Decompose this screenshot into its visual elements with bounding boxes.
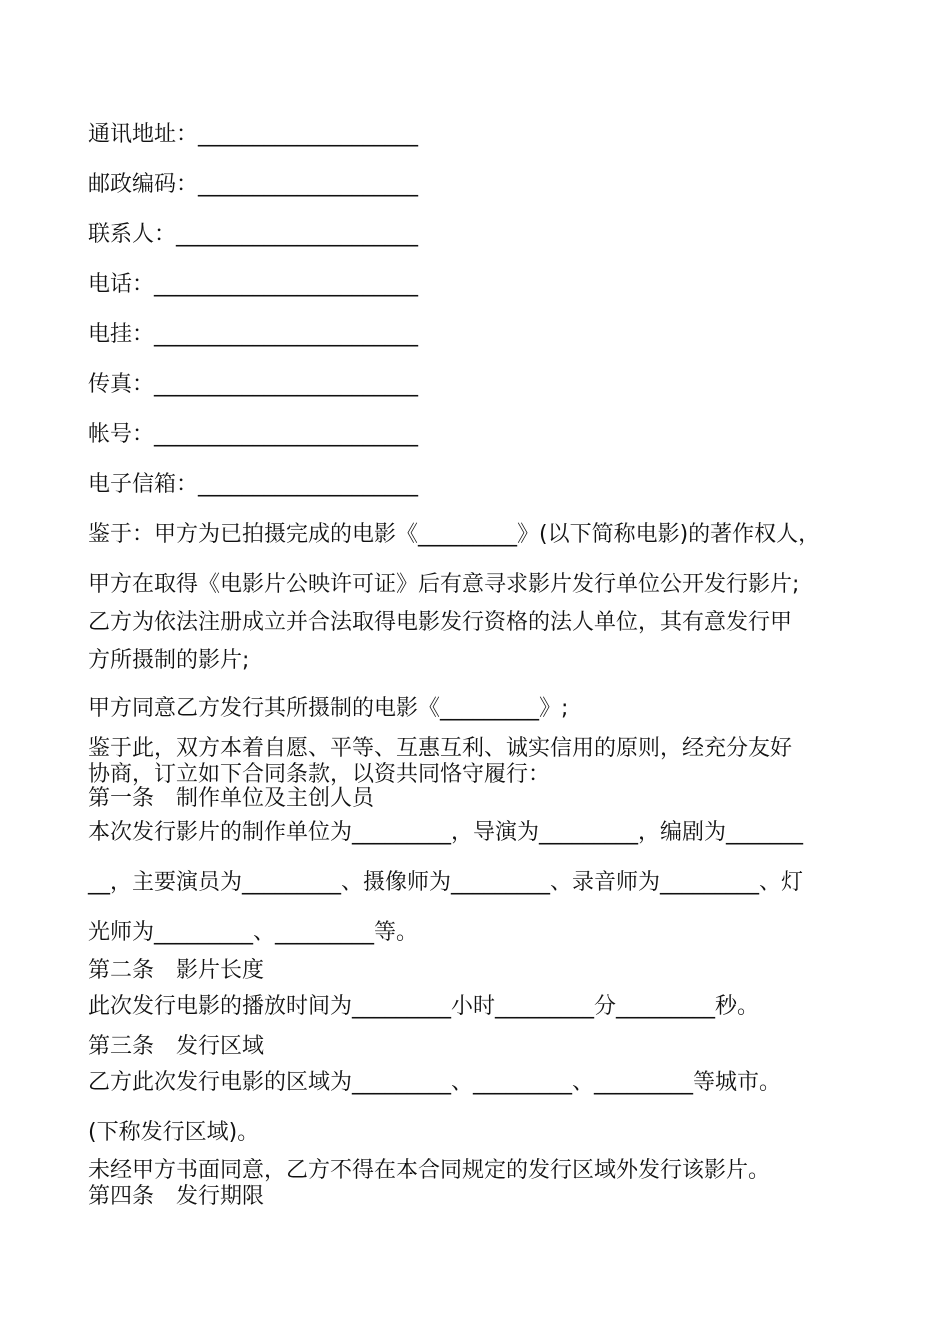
article-body-line: 此次发行电影的播放时间为_________小时_________分_________秒。 (88, 994, 760, 1019)
telegraph-field: 电挂：________________________ (88, 322, 419, 347)
recital-line: 鉴于：甲方为已拍摄完成的电影《_________》(以下简称电影)的著作权人， (88, 522, 821, 547)
recital-line: 协商，订立如下合同条款，以资共同恪守履行： (88, 762, 551, 787)
fax-field: 传真：________________________ (88, 372, 419, 397)
article-body-line: 未经甲方书面同意，乙方不得在本合同规定的发行区域外发行该影片。 (88, 1158, 771, 1183)
contact-person-field: 联系人：______________________ (88, 222, 419, 247)
email-field: 电子信箱：____________________ (88, 472, 419, 497)
article-body-line: 光师为_________、_________等。 (88, 920, 419, 945)
article-heading: 第二条 影片长度 (88, 958, 265, 983)
recital-line: 方所摄制的影片; (88, 648, 250, 673)
article-heading: 第三条 发行区域 (88, 1034, 265, 1059)
postal-code-field: 邮政编码：____________________ (88, 172, 419, 197)
address-field: 通讯地址：____________________ (88, 122, 419, 147)
recital-line: 甲方在取得《电影片公映许可证》后有意寻求影片发行单位公开发行影片; (88, 572, 800, 597)
recital-line: 乙方为依法注册成立并合法取得电影发行资格的法人单位，其有意发行甲 (88, 610, 793, 635)
article-heading: 第一条 制作单位及主创人员 (88, 786, 375, 811)
article-heading: 第四条 发行期限 (88, 1184, 265, 1209)
recital-line: 鉴于此，双方本着自愿、平等、互惠互利、诚实信用的原则，经充分友好 (88, 736, 793, 761)
account-field: 帐号：________________________ (88, 422, 419, 447)
article-body-line: __，主要演员为_________、摄像师为_________、录音师为_________、灯 (88, 870, 804, 895)
article-body-line: 本次发行影片的制作单位为_________，导演为_________，编剧为_______ (88, 820, 804, 845)
phone-field: 电话：________________________ (88, 272, 419, 297)
article-body-line: (下称发行区域)。 (88, 1120, 260, 1145)
article-body-line: 乙方此次发行电影的区域为_________、_________、_________等城市。 (88, 1070, 782, 1095)
recital-line: 甲方同意乙方发行其所摄制的电影《_________》; (88, 696, 569, 721)
